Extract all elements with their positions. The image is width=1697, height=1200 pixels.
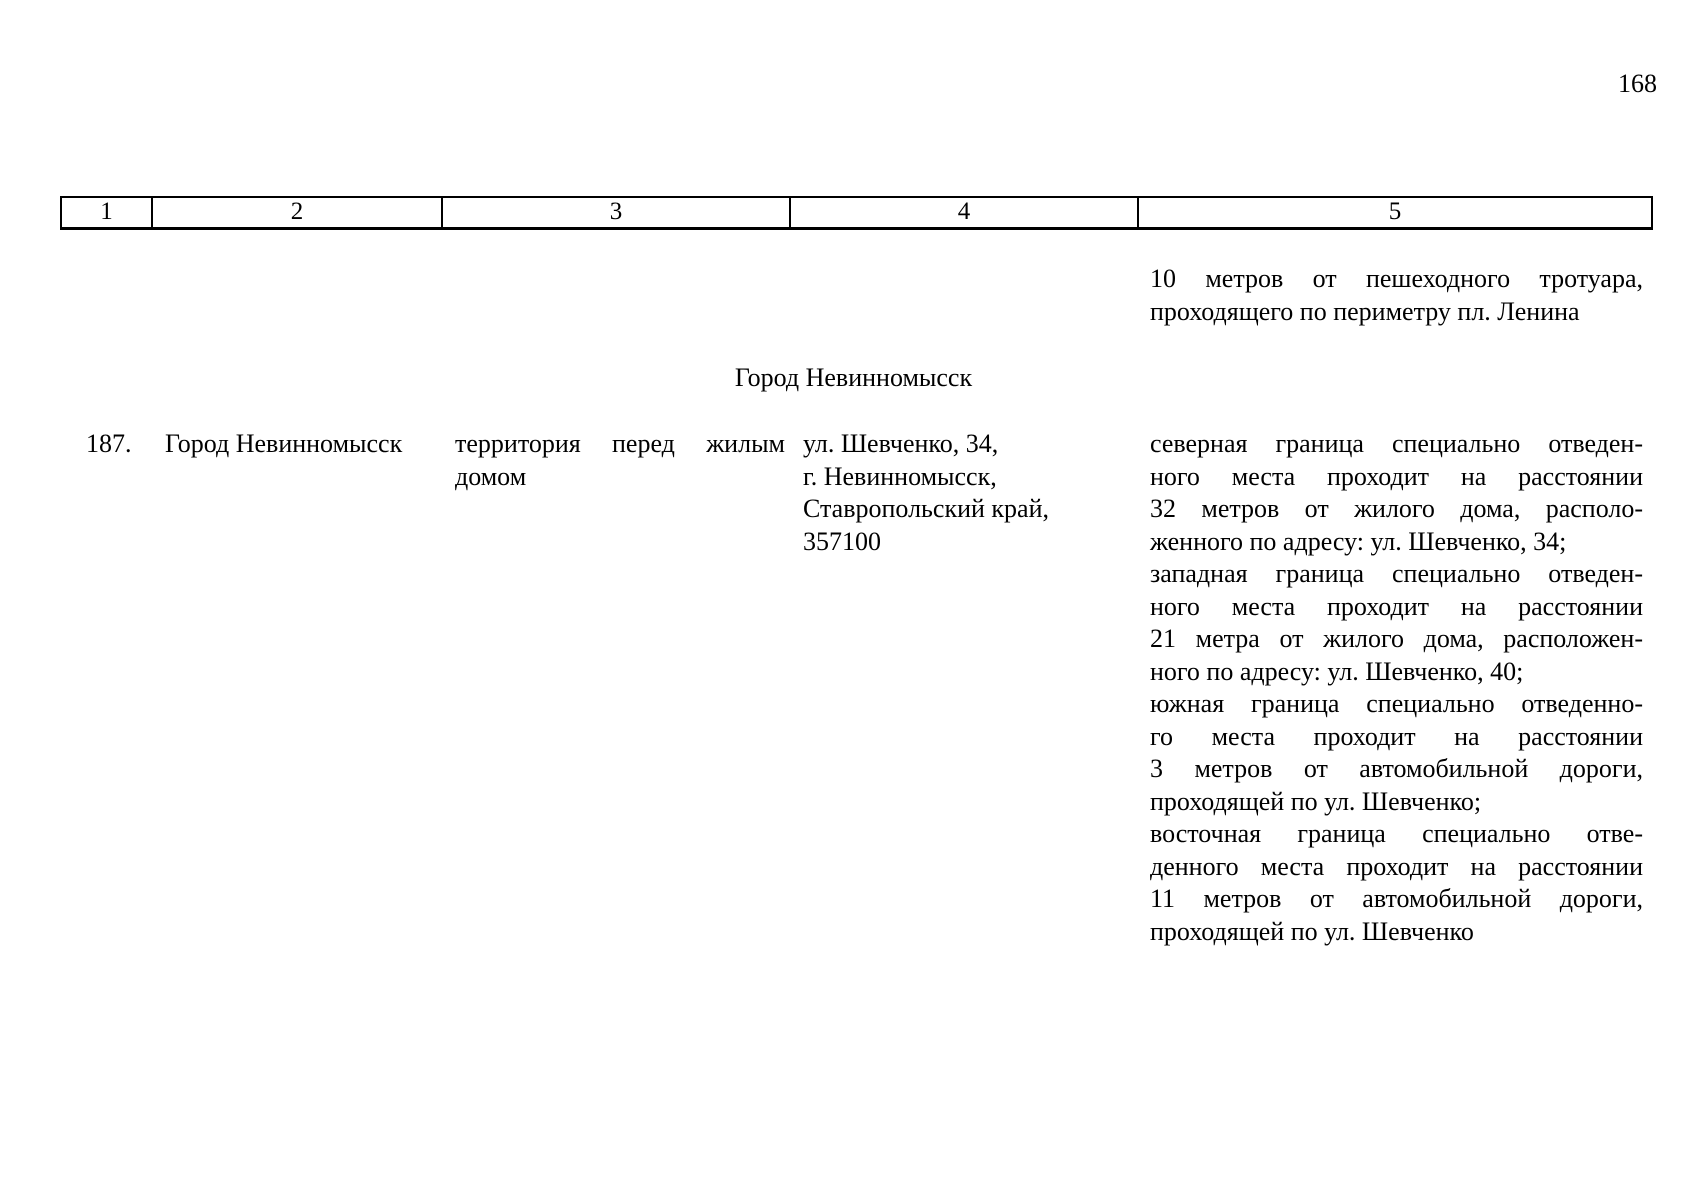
boundary-line: 11 метров от автомобильной дороги, [1150,884,1643,913]
table-column-numbers [60,196,1653,230]
address-line: г. Невинномысск, [803,461,997,491]
address-line: ул. Шевченко, 34, [803,429,999,458]
boundary-line: проходящей по ул. Шевченко [1150,916,1474,946]
continuation-text [1150,263,1643,328]
boundary-line: южная граница специально отведенно- [1150,689,1643,718]
column-number-4: 4 [791,198,1139,227]
section-heading: Город Невинномысск [734,363,973,392]
row-place [455,428,785,493]
boundary-line: женного по адресу: ул. Шевченко, 34; [1150,526,1567,556]
boundary-line: 32 метров от жилого дома, располо- [1150,494,1643,523]
boundary-line: западная граница специально отведен- [1150,559,1643,588]
boundary-line: 21 метра от жилого дома, расположен- [1150,624,1643,653]
continuation-line: 10 метров от пешеходного тротуара, [1150,264,1643,293]
column-number-1: 1 [62,198,153,227]
boundary-line: восточная граница специально отве- [1150,819,1643,848]
address-line: Ставропольский край, [803,494,1049,523]
row-locality: Город Невинномысск [165,429,403,458]
row-boundary-description [1150,428,1643,948]
continuation-line: проходящего по периметру пл. Ленина [1150,296,1580,326]
boundary-line: 3 метров от автомобильной дороги, [1150,754,1643,783]
address-line: 357100 [803,526,881,556]
boundary-line: северная граница специально отведен- [1150,429,1643,458]
column-number-5: 5 [1388,198,1402,226]
boundary-line: ного места проходит на расстоянии [1150,461,1643,491]
boundary-line: денного места проходит на расстоянии [1150,851,1643,881]
boundary-line: го места проходит на расстоянии [1150,721,1643,751]
boundary-line: ного по адресу: ул. Шевченко, 40; [1150,656,1524,686]
page-number: 168 [1618,69,1657,98]
place-line: домом [455,461,527,491]
row-number: 187. [86,429,132,458]
boundary-line: проходящей по ул. Шевченко; [1150,786,1482,816]
column-number-2: 2 [153,198,443,227]
row-address [803,428,1093,558]
place-line: территория перед жилым [455,429,785,458]
column-number-3: 3 [443,198,791,227]
boundary-line: ного места проходит на расстоянии [1150,591,1643,621]
